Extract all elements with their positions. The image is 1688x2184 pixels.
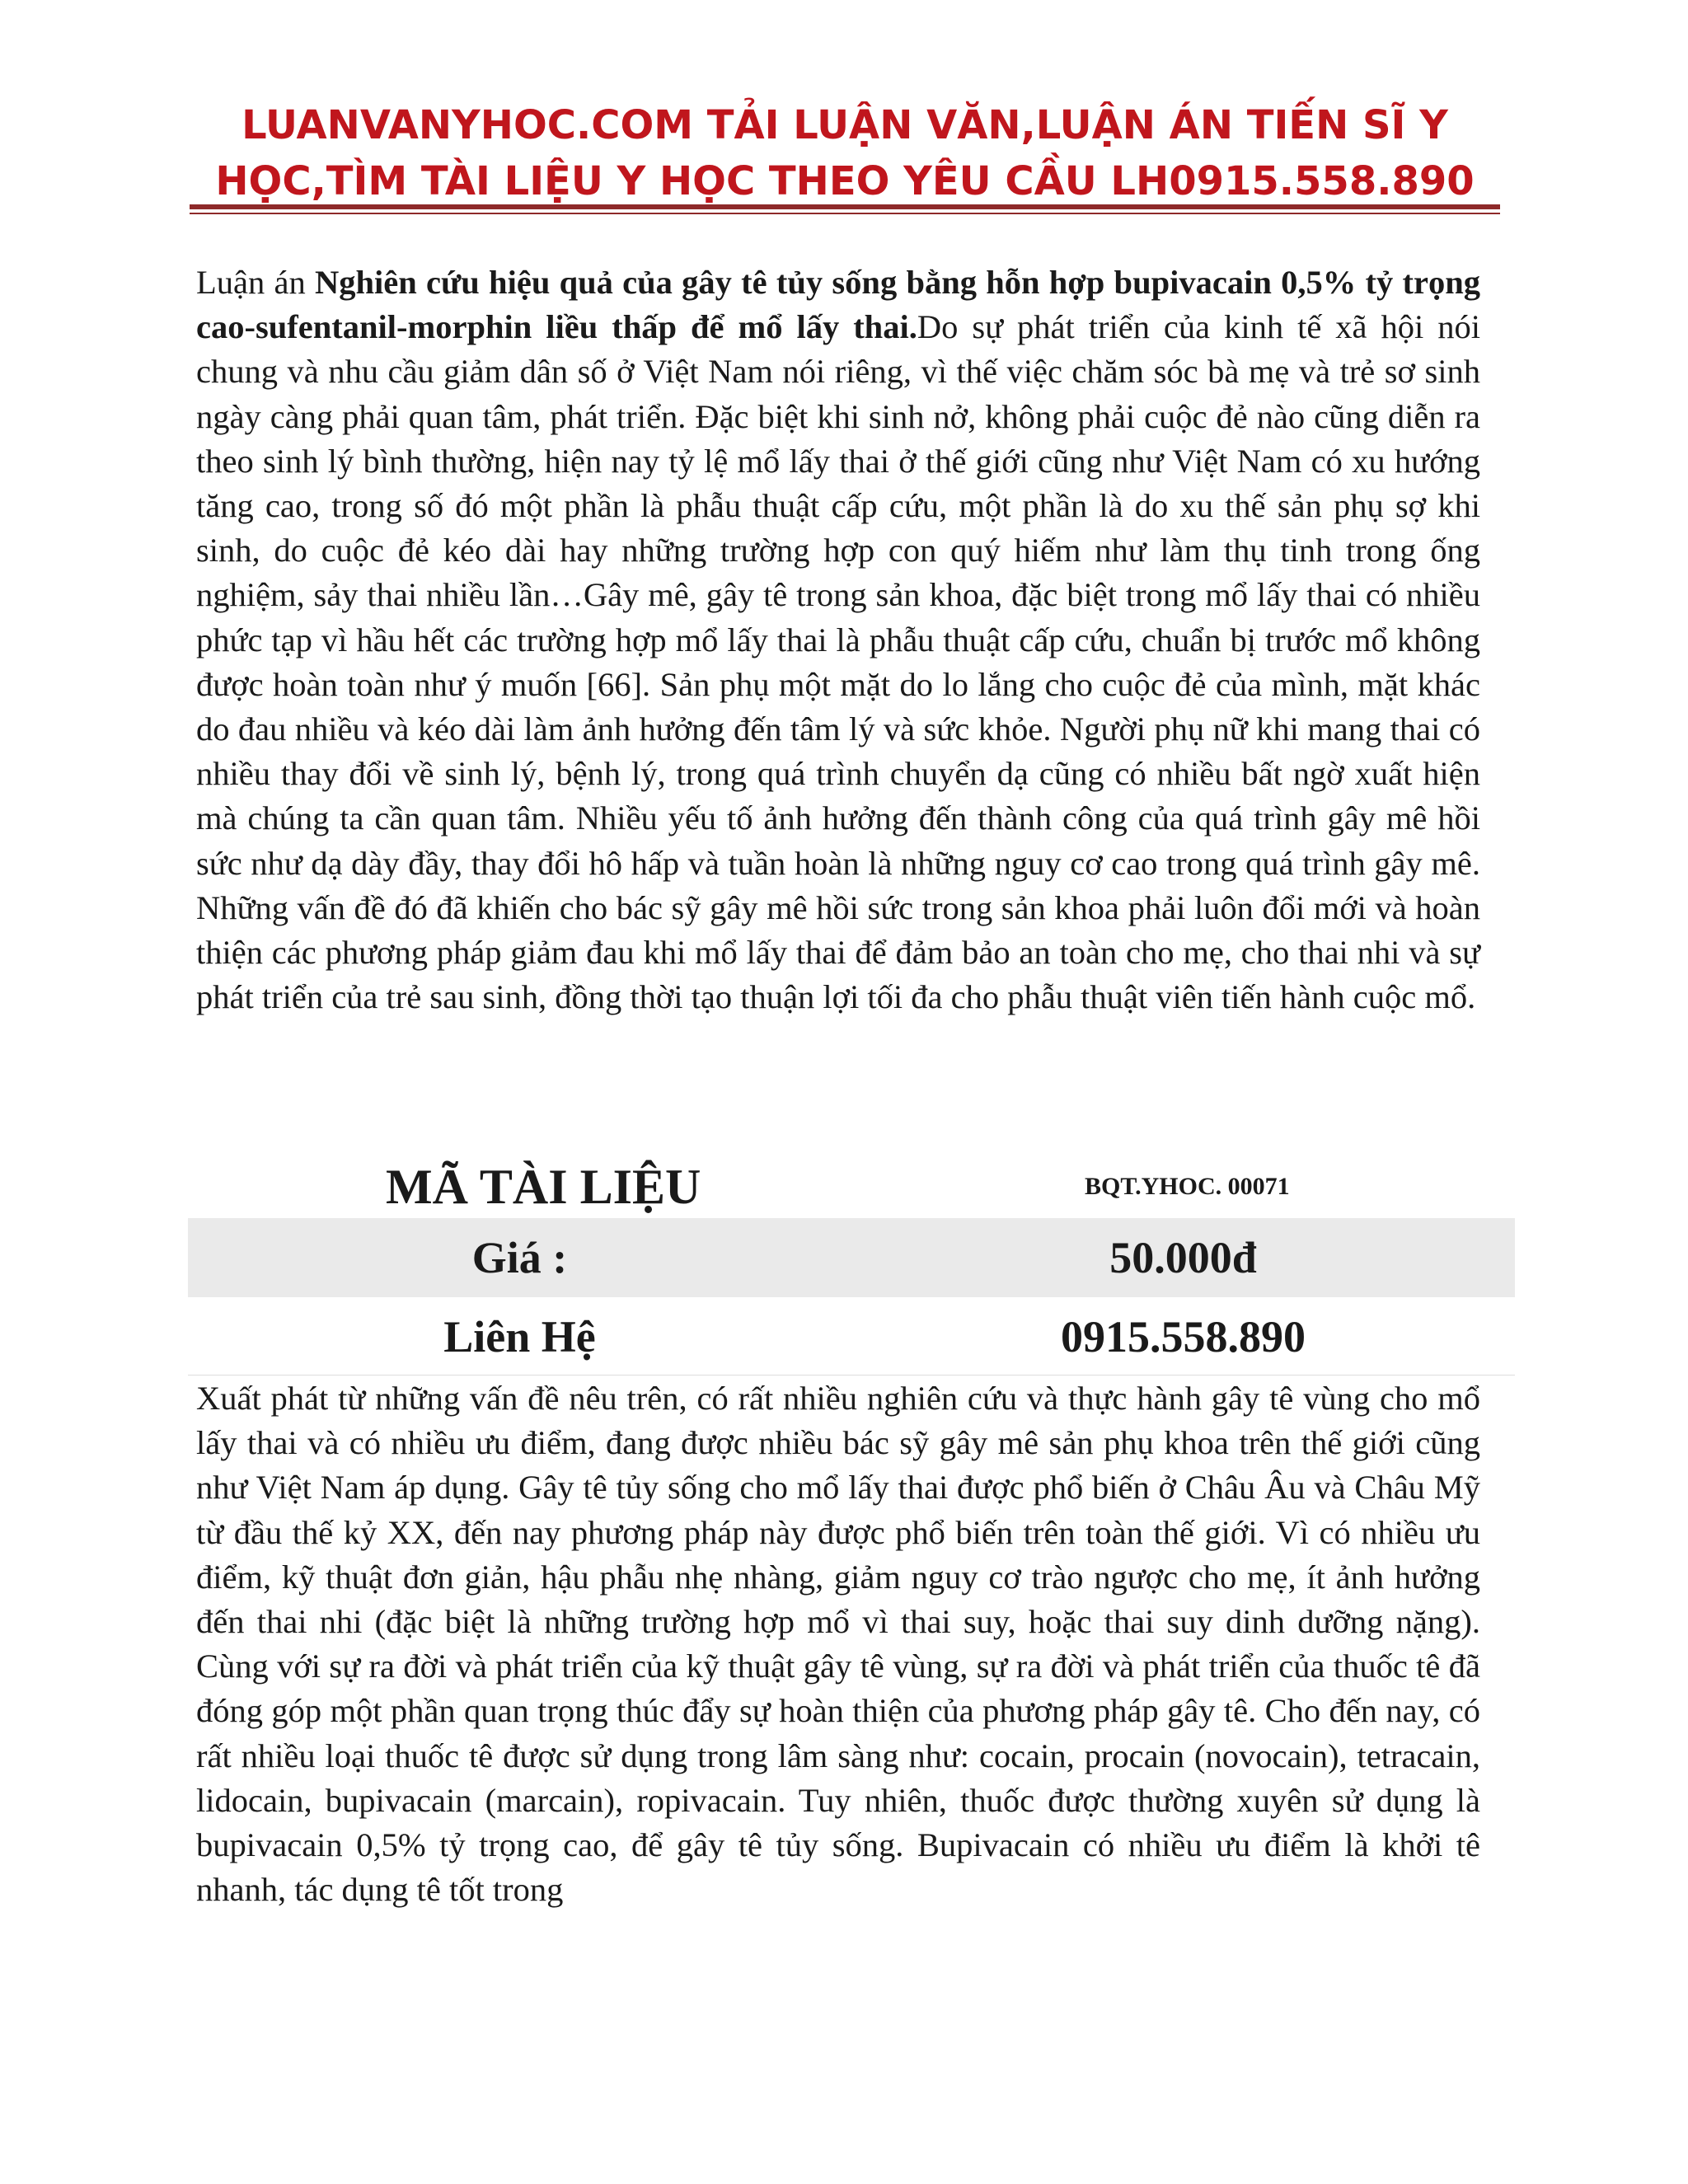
price-label: Giá : (471, 1233, 568, 1282)
table-bottom-border (188, 1375, 1515, 1376)
document-code-label: MÃ TÀI LIỆU (386, 1160, 701, 1214)
intro-paragraph (196, 260, 1480, 1019)
contact-phone: 0915.558.890 (1061, 1312, 1306, 1361)
header-divider-thick (190, 204, 1500, 209)
body-paragraph: Xuất phát từ những vấn đề nêu trên, có rất nhiều nghiên cứu và thực hành gây tê vùng cho mổ lấy thai và có nhiều ưu điểm, đang được nhiều bác sỹ gây mê sản phụ khoa trên thế giới cũng như Việt Nam áp dụng. Gây tê tủy sống cho mổ lấy thai được phổ biến ở Châu Âu và Châu Mỹ từ đầu thế kỷ XX, đến nay phương pháp này được phổ biến trên toàn thế giới. Vì có nhiều ưu điểm, kỹ thuật đơn giản, hậu phẫu nhẹ nhàng, giảm nguy cơ trào ngược cho mẹ, ít ảnh hưởng đến thai nhi (đặc biệt là những trường hợp mổ vì thai suy, hoặc thai suy dinh dưỡng nặng). Cùng với sự ra đời và phát triển của kỹ thuật gây tê vùng, sự ra đời và phát triển của thuốc tê đã đóng góp một phần quan trọng thúc đẩy sự hoàn thiện của phương pháp gây tê. Cho đến nay, có rất nhiều loại thuốc tê được sử dụng trong lâm sàng như: cocain, procain (novocain), tetracain, lidocain, bupivacain (marcain), ropivacain. Tuy nhiên, thuốc được thường xuyên sử dụng là bupivacain 0,5% tỷ trọng cao, để gây tê tủy sống. Bupivacain có nhiều ưu điểm là khởi tê nhanh, tác dụng tê tốt trong (196, 1380, 1480, 1909)
intro-prefix: Luận án (196, 264, 315, 301)
price-row (188, 1218, 1515, 1297)
site-banner (190, 97, 1500, 209)
document-code-row (188, 1150, 1507, 1224)
banner-line-2: HỌC,TÌM TÀI LIỆU Y HỌC THEO YÊU CẦU LH0915.558.890 (215, 158, 1475, 204)
intro-text: Do sự phát triển của kinh tế xã hội nói chung và nhu cầu giảm dân số ở Việt Nam nói riêng, vì thế việc chăm sóc bà mẹ và trẻ sơ sinh ngày càng phải quan tâm, phát triển. Đặc biệt khi sinh nở, không phải cuộc đẻ nào cũng diễn ra theo sinh lý bình thường, hiện nay tỷ lệ mổ lấy thai ở thế giới cũng như Việt Nam có xu hướng tăng cao, trong số đó một phần là phẫu thuật cấp cứu, một phần là do xu thế sản phụ sợ khi sinh, do cuộc đẻ kéo dài hay những trường hợp con quý hiếm như làm thụ tinh trong ống nghiệm, sảy thai nhiều lần…Gây mê, gây tê trong sản khoa, đặc biệt trong mổ lấy thai có nhiều phức tạp vì hầu hết các trường hợp mổ lấy thai là phẫu thuật cấp cứu, chuẩn bị trước mổ không được hoàn toàn như ý muốn [66]. Sản phụ một mặt do lo lắng cho cuộc đẻ của mình, mặt khác do đau nhiều và kéo dài làm ảnh hưởng đến tâm lý và sức khỏe. Người phụ nữ khi mang thai có nhiều thay đổi về sinh lý, bệnh lý, trong quá trình chuyển dạ cũng có nhiều bất ngờ xuất hiện mà chúng ta cần quan tâm. Nhiều yếu tố ảnh hưởng đến thành công của quá trình gây mê hồi sức như dạ dày đầy, thay đổi hô hấp và tuần hoàn là những nguy cơ cao trong quá trình gây mê. Những vấn đề đó đã khiến cho bác sỹ gây mê hồi sức trong sản khoa phải luôn đổi mới và hoàn thiện các phương pháp giảm đau khi mổ lấy thai để đảm bảo an toàn cho mẹ, cho thai nhi và sự phát triển của trẻ sau sinh, đồng thời tạo thuận lợi tối đa cho phẫu thuật viên tiến hành cuộc mổ. (196, 308, 1480, 1016)
contact-label: Liên Hệ (443, 1312, 596, 1361)
thesis-title: Nghiên cứu hiệu quả của gây tê tủy sống bằng hỗn hợp bupivacain 0,5% tỷ trọng cao-sufentanil-morphin liều thấp để mổ lấy thai. (196, 264, 1480, 346)
header-divider-thin (190, 213, 1500, 214)
price-value: 50.000đ (1109, 1233, 1257, 1282)
contact-row (188, 1297, 1515, 1376)
banner-line-1: LUANVANYHOC.COM TẢI LUẬN VĂN,LUẬN ÁN TIẾN SĨ Y (241, 102, 1448, 148)
document-code-value: BQT.YHOC. 00071 (1085, 1173, 1290, 1200)
